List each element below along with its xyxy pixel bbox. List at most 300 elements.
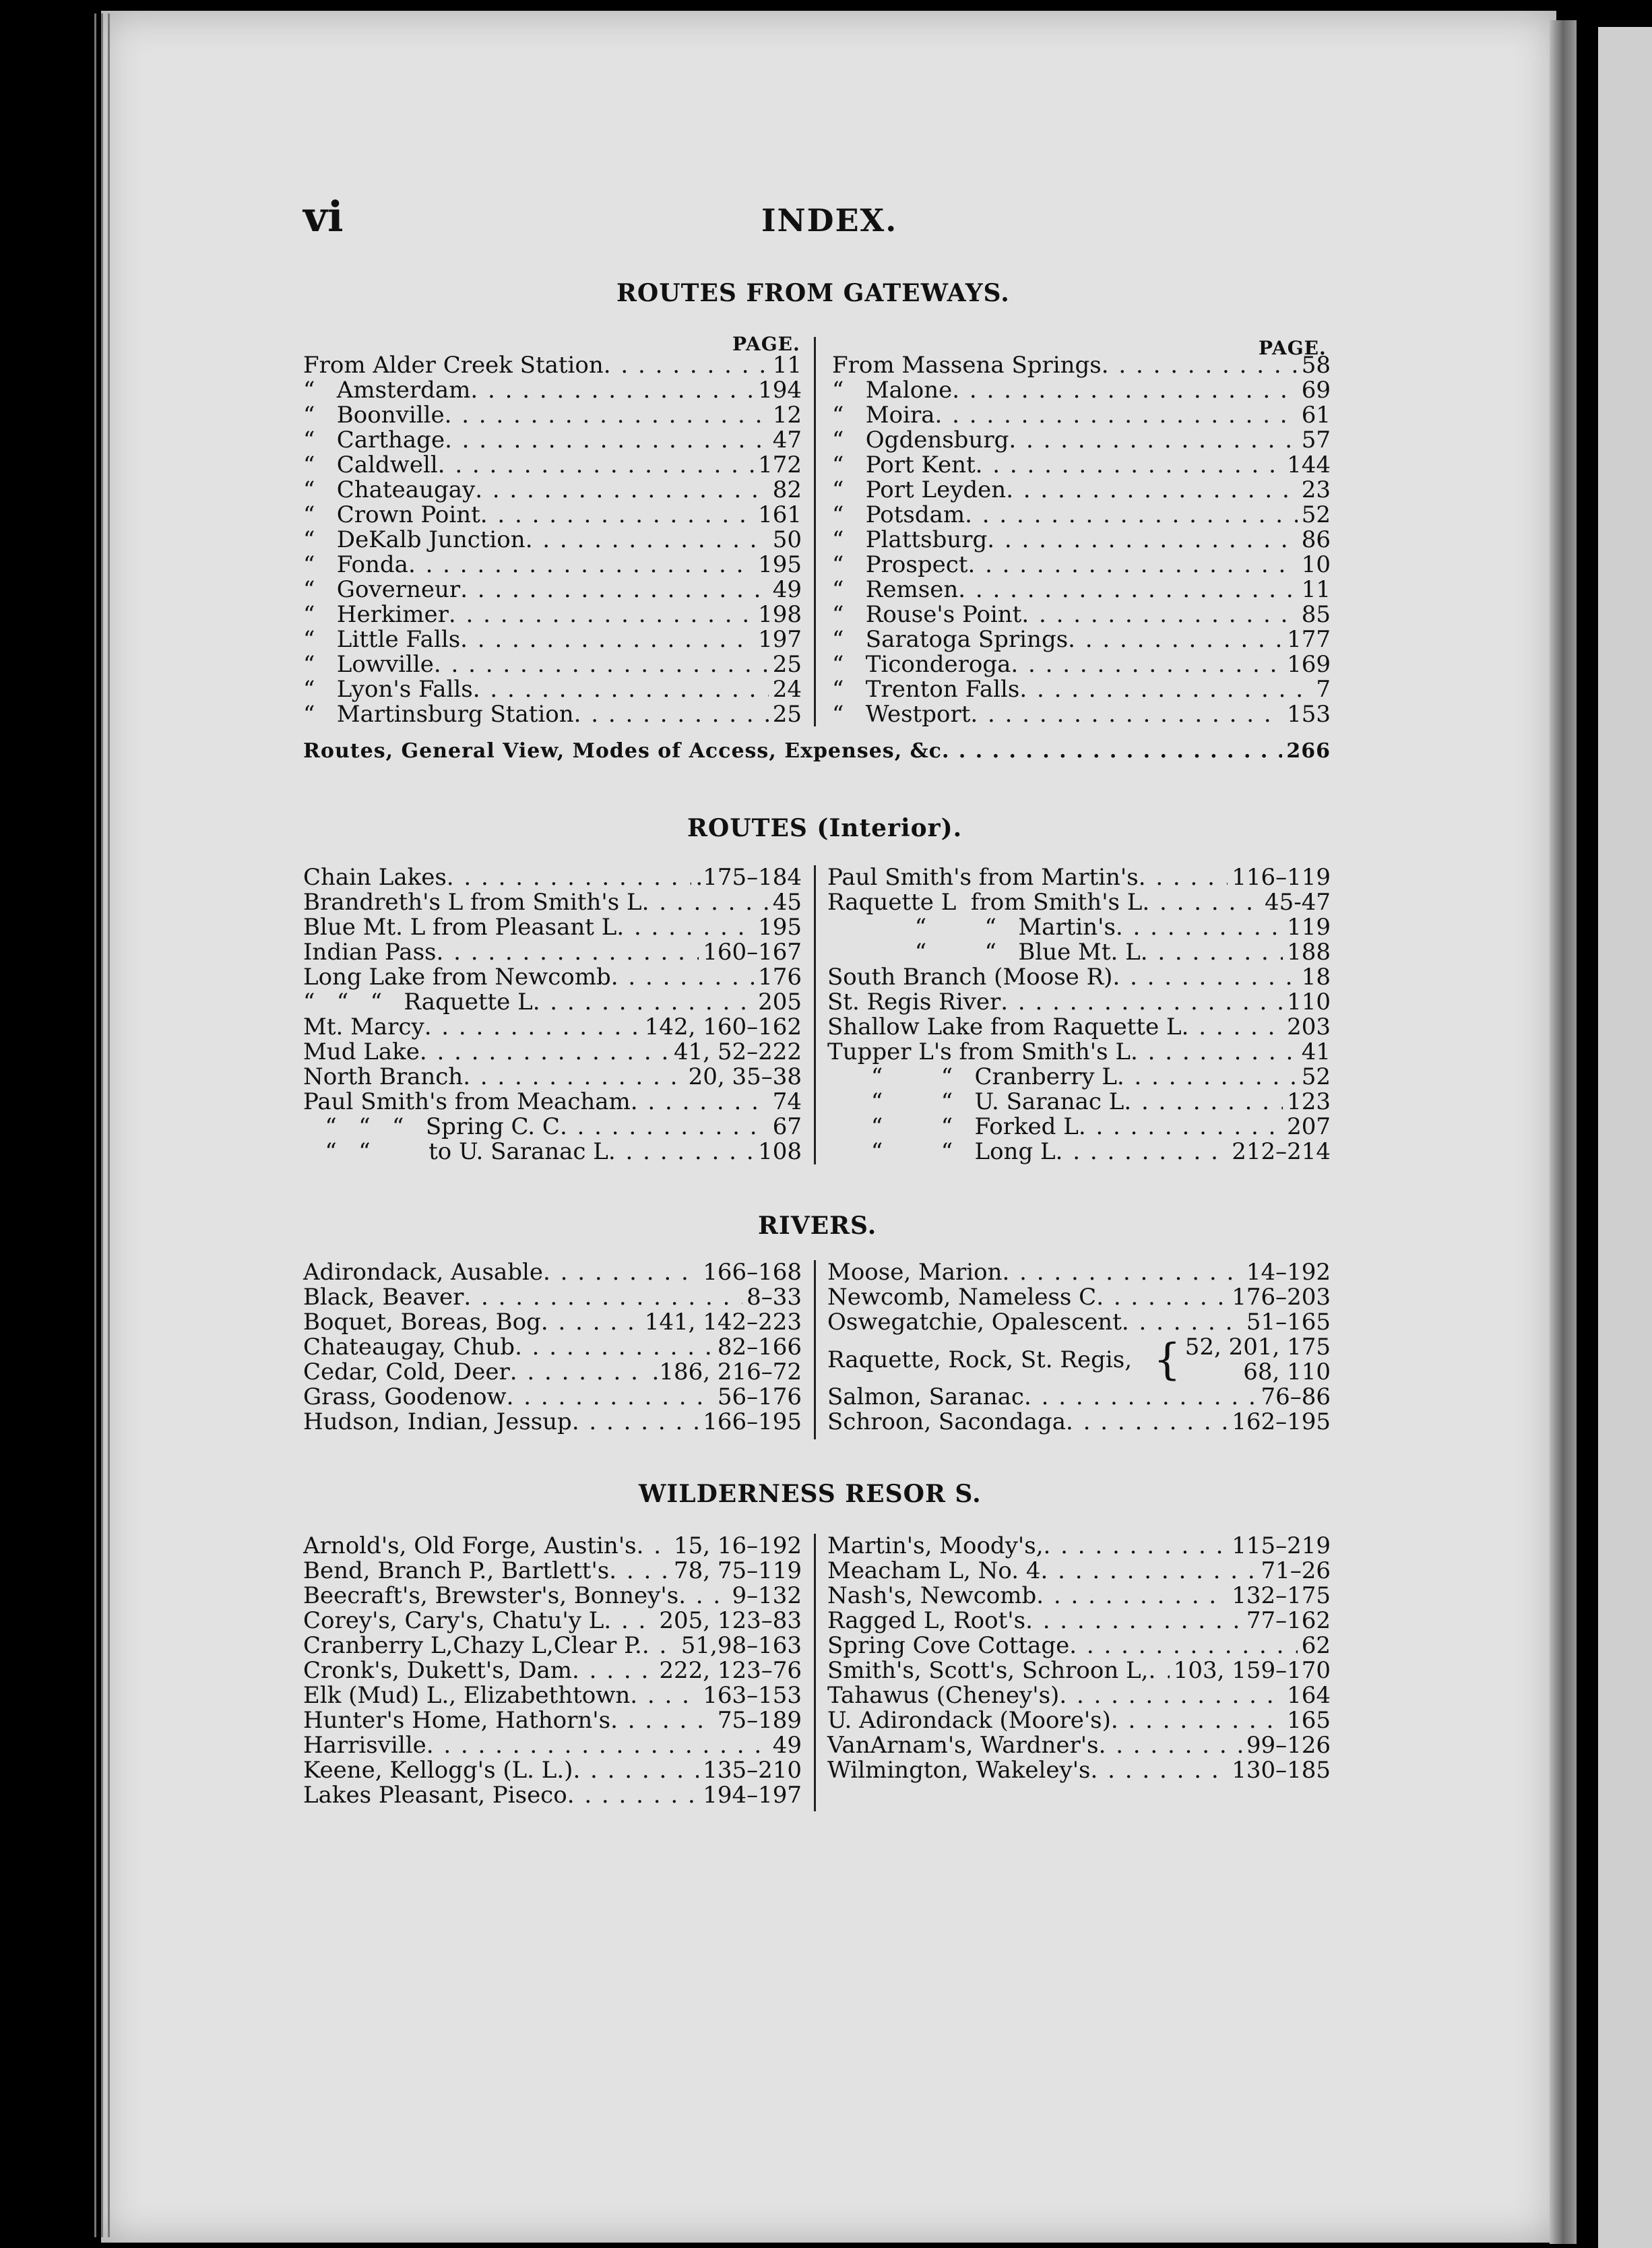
entry-label: Schroon, Sacondaga [827,1408,1066,1435]
entry-page: 25 [772,701,802,728]
entry-page: 195 [758,551,802,578]
entry-label: “ Governeur [303,576,461,603]
entry-label: Corey's, Cary's, Chatu'y L [303,1607,604,1634]
index-entry [827,1285,1331,1310]
index-entry [303,702,802,727]
index-entry [827,1410,1331,1435]
entry-label: Paul Smith's from Meacham [303,1088,631,1115]
dot-leader [1182,1015,1283,1040]
entry-page: 56–176 [717,1383,802,1410]
column-rule [814,865,816,1164]
entry-page: 41 [1301,1038,1331,1065]
entry-label: Keene, Kellogg's (L. L.) [303,1757,573,1784]
entry-page: 161 [758,501,802,528]
entry-page: 130–185 [1232,1757,1331,1784]
entry-label: Ragged L, Root's [827,1607,1026,1634]
index-entry [827,990,1331,1015]
dot-leader [1112,965,1297,990]
dot-leader [608,1139,754,1164]
dot-leader [1066,1410,1228,1435]
index-entry [303,1758,802,1783]
dot-leader [1059,1683,1283,1708]
dot-leader [475,478,769,503]
entry-label: Elk (Mud) L., Elizabethtown [303,1682,631,1709]
dot-leader [463,1065,684,1090]
index-entry [303,1534,802,1559]
routes-summary-entry [303,739,1331,763]
entry-page: 153 [1287,701,1331,728]
entry-label: Bend, Branch P., Bartlett's [303,1557,610,1584]
entry-page: 77–162 [1246,1607,1331,1634]
dot-leader [1044,1534,1228,1559]
index-entry [303,553,802,577]
entry-label: North Branch [303,1063,464,1090]
entry-page: 18 [1301,964,1331,991]
dot-leader [1025,1609,1242,1633]
entry-label: Raquette, Rock, St. Regis, [827,1346,1133,1373]
index-entry [827,1115,1331,1139]
entry-label: South Branch (Moose R) [827,964,1113,991]
column-rule [814,337,816,726]
index-entry [832,677,1331,702]
entry-page: 49 [772,576,802,603]
index-entry [832,478,1331,503]
dot-leader [1041,1559,1257,1584]
entry-label: “ Westport [832,701,971,728]
index-entry [827,1385,1331,1410]
dot-leader [637,1534,670,1559]
entry-page: 24 [772,676,802,703]
dot-leader [1096,1285,1228,1310]
entry-label: Nash's, Newcomb [827,1582,1037,1609]
dot-leader [965,503,1298,528]
index-entry [827,1139,1331,1164]
entry-label: “ Fonda [303,551,408,578]
page-header-left: PAGE. [732,333,800,355]
dot-leader [1021,602,1297,627]
index-entry [303,378,802,403]
entry-page: 212–214 [1232,1138,1331,1165]
page-edge [101,13,103,2237]
entry-page: 194–197 [703,1782,802,1809]
index-entry [303,1733,802,1758]
index-entry [303,503,802,528]
dot-leader [976,453,1283,478]
index-entry [303,940,802,965]
entry-page: 166–168 [703,1259,802,1286]
index-entry [303,453,802,478]
entry-label: St. Regis River [827,989,1001,1016]
dot-leader [942,739,1282,763]
index-entry [303,990,802,1015]
index-entry [832,453,1331,478]
dot-leader [436,940,699,965]
dot-leader [573,1758,699,1783]
index-entry [303,1260,802,1285]
entry-page: 62 [1301,1632,1331,1659]
entry-page: 222, 123–76 [659,1657,802,1684]
entry-label: Adirondack, Ausable [303,1259,544,1286]
dot-leader [526,528,769,553]
dot-leader [460,577,769,602]
entry-page: 177 [1287,626,1331,653]
dot-leader [1009,428,1297,453]
index-entry [303,602,802,627]
entry-page: 23 [1301,476,1331,503]
dot-leader [952,378,1297,403]
index-entry [303,652,802,677]
dot-leader [567,1783,699,1808]
entry-label: Long Lake from Newcomb [303,964,611,991]
entry-label: “ Ticonderoga [832,651,1011,678]
dot-leader [1091,1758,1228,1783]
entry-page: 160–167 [703,939,802,966]
index-entry [827,1090,1331,1115]
entry-label: Boquet, Boreas, Bog [303,1309,541,1336]
entry-page: 82–166 [717,1334,802,1361]
index-entry [832,602,1331,627]
index-entry [832,577,1331,602]
index-entry [832,528,1331,553]
index-entry [303,1783,802,1808]
entry-page: 11 [1301,576,1331,603]
index-entry [832,503,1331,528]
dot-leader [1148,1658,1169,1683]
entry-label: “ “ Long L [827,1138,1056,1165]
section-title-interior: ROUTES (Interior). [687,814,963,842]
entry-label: Salmon, Saranac [827,1383,1024,1410]
index-entry [832,403,1331,428]
index-entry [303,577,802,602]
entry-page: 103, 159–170 [1173,1657,1331,1684]
entry-label: “ Herkimer [303,601,449,628]
entry-page: 50 [772,526,802,553]
dot-leader [1141,940,1283,965]
index-entry [303,865,802,890]
entry-label: “ “ “ Spring C. C [303,1113,560,1140]
index-entry [303,1633,802,1658]
index-entry [832,428,1331,453]
entry-page: 41, 52–222 [673,1038,802,1065]
dot-leader [1079,1115,1283,1139]
dot-leader [1139,865,1228,890]
entry-page: 205, 123–83 [659,1607,802,1634]
dot-leader [611,965,754,990]
entry-page: 69 [1301,377,1331,404]
entry-page: 207 [1287,1113,1331,1140]
dot-leader [604,353,769,378]
index-entry [827,1534,1331,1559]
index-entry [827,1040,1331,1065]
entry-label: “ DeKalb Junction [303,526,526,553]
index-entry [303,1410,802,1435]
entry-label: “ Amsterdam [303,377,471,404]
index-entry [827,1609,1331,1633]
index-entry [827,1708,1331,1733]
entry-page: 52 [1301,1063,1331,1090]
entry-page: 188 [1287,939,1331,966]
dot-leader [572,1658,655,1683]
entry-label: “ Caldwell [303,451,438,478]
entry-label: Blue Mt. L from Pleasant L [303,914,617,941]
dot-leader [630,1683,699,1708]
entry-label: VanArnam's, Wardner's [827,1732,1099,1759]
entry-label: “ Boonville [303,402,445,429]
dot-leader [1036,1584,1228,1609]
entry-page: 99–126 [1246,1732,1331,1759]
entry-label: Indian Pass [303,939,437,966]
dot-leader [1102,353,1298,378]
index-entry [827,1015,1331,1040]
entry-label: Chain Lakes [303,864,447,891]
entry-label: “ “ “ Raquette L [303,989,533,1016]
entry-page: 123 [1287,1088,1331,1115]
entry-label: “ Trenton Falls [832,676,1020,703]
entry-page: .175–184 [695,864,802,891]
facing-page-edge [1598,27,1652,2248]
entry-label: From Alder Creek Station [303,352,604,379]
section-title-gateways: ROUTES FROM GATEWAYS. [616,279,1010,307]
entry-page: 116–119 [1232,864,1331,891]
entry-label: U. Adirondack (Moore's) [827,1707,1111,1734]
index-entry [303,1683,802,1708]
index-entry [303,1335,802,1360]
dot-leader [1117,1065,1298,1090]
index-entry [303,403,802,428]
entry-page: 11 [772,352,802,379]
entry-page: 205 [758,989,802,1016]
dot-leader [1011,652,1283,677]
entry-page: 8–33 [746,1284,802,1311]
entry-page: 49 [772,1732,802,1759]
page-edge [108,13,110,2237]
dot-leader [447,865,692,890]
rivers-left-column [303,1260,802,1435]
entry-label: Arnold's, Old Forge, Austin's [303,1532,637,1559]
section-title-resorts: WILDERNESS RESOR S. [639,1480,982,1508]
dot-leader [1003,1260,1242,1285]
index-entry [303,478,802,503]
entry-page: 15, 16–192 [673,1532,802,1559]
entry-label: “ Rouse's Point [832,601,1022,628]
index-entry [832,553,1331,577]
entry-label: “ “ Forked L [827,1113,1079,1140]
index-entry [827,1733,1331,1758]
dot-leader [1069,1633,1297,1658]
interior-left-column [303,865,802,1164]
entry-page: 45 [772,889,802,916]
entry-page: 141, 142–223 [644,1309,802,1336]
entry-label: Spring Cove Cottage [827,1632,1070,1659]
rivers-right-column [827,1260,1331,1435]
river-entry-raquette [827,1335,1331,1385]
dot-leader [958,577,1298,602]
dot-leader [1111,1708,1283,1733]
index-entry [303,353,802,378]
dot-leader [507,1385,713,1410]
dot-leader [572,1410,699,1435]
index-entry [827,1633,1331,1658]
entry-page: 165 [1287,1707,1331,1734]
index-entry [303,1609,802,1633]
entry-page: 14–192 [1246,1259,1331,1286]
column-rule [814,1260,816,1439]
entry-page: 176 [758,964,802,991]
index-entry [303,1584,802,1609]
dot-leader [408,553,754,577]
dot-leader [1131,1040,1298,1065]
dot-leader [616,915,754,940]
interior-right-column [827,865,1331,1164]
index-entry [303,1285,802,1310]
entry-label: From Massena Springs [832,352,1102,379]
index-entry [303,1090,802,1115]
index-entry [827,1310,1331,1335]
dot-leader [1122,1310,1242,1335]
entry-label: Cedar, Cold, Deer [303,1359,510,1385]
dot-leader [541,1310,641,1335]
dot-leader [460,627,754,652]
index-entry [303,677,802,702]
dot-leader [631,1090,769,1115]
index-entry [827,940,1331,965]
entry-label: Cranberry L,Chazy L,Clear P. [303,1632,642,1659]
entry-page: 51–165 [1246,1309,1331,1336]
page-header-right: PAGE. [1259,337,1327,359]
dot-leader [445,428,769,453]
index-entry [303,528,802,553]
index-entry [303,1360,802,1385]
entry-label: Martin's, Moody's, [827,1532,1044,1559]
entry-page: 162–195 [1232,1408,1331,1435]
index-entry [832,378,1331,403]
index-entry [832,627,1331,652]
dot-leader [574,702,769,727]
gateways-right-column [832,353,1331,727]
entry-page: 10 [1301,551,1331,578]
entry-page: 76–86 [1261,1383,1331,1410]
entry-label: “ “ to U. Saranac L [303,1138,608,1165]
dot-leader [1000,990,1283,1015]
entry-label: “ “ Blue Mt. L [827,939,1141,966]
entry-label: “ Carthage [303,427,445,454]
dot-leader [420,1040,670,1065]
entry-page: 47 [772,427,802,454]
dot-leader [515,1335,713,1360]
index-entry [303,428,802,453]
entry-label: “ Saratoga Springs [832,626,1069,653]
index-entry [303,1139,802,1164]
dot-leader [1099,1733,1242,1758]
entry-label: Brandreth's L from Smith's L [303,889,642,916]
index-entry [303,1310,802,1335]
entry-page: 45-47 [1264,889,1331,916]
column-rule [814,1534,816,1811]
dot-leader [449,602,754,627]
entry-label: Wilmington, Wakeley's [827,1757,1091,1784]
entry-label: “ Lowville [303,651,434,678]
entry-label: “ Moira [832,402,935,429]
entry-page: 52 [1301,501,1331,528]
entry-page: 71–26 [1261,1557,1331,1584]
index-entry [827,890,1331,915]
entry-page: .186, 216–72 [652,1359,802,1385]
entry-page: 142, 160–162 [644,1013,802,1040]
dot-leader [604,1609,655,1633]
index-entry [827,1260,1331,1285]
entry-label: Hunter's Home, Hathorn's [303,1707,611,1734]
index-entry [827,1683,1331,1708]
entry-label: “ Port Kent [832,451,976,478]
index-entry [832,702,1331,727]
entry-page: 163–153 [703,1682,802,1709]
dot-leader [987,528,1297,553]
index-entry [303,1559,802,1584]
dot-leader [678,1584,728,1609]
entry-label: Shallow Lake from Raquette L [827,1013,1182,1040]
index-entry [303,1708,802,1733]
entry-page: 266 [1286,739,1331,763]
entry-page: 25 [772,651,802,678]
dot-leader [1024,1385,1257,1410]
dot-leader [434,652,769,677]
entry-page: 67 [772,1113,802,1140]
index-entry [303,965,802,990]
entry-page: 176–203 [1232,1284,1331,1311]
entry-page: 68, 110 [1243,1359,1331,1385]
entry-page: 164 [1287,1682,1331,1709]
dot-leader [642,890,769,915]
entry-page: 82 [772,476,802,503]
entry-label: Harrisville [303,1732,426,1759]
entry-label: “ Ogdensburg [832,427,1009,454]
entry-page: 172 [758,451,802,478]
entry-page: 194 [758,377,802,404]
entry-page: 86 [1301,526,1331,553]
gateways-left-column [303,353,802,727]
index-entry [303,1015,802,1040]
brace-glyph: { [1153,1335,1181,1385]
dot-leader [967,553,1297,577]
index-entry [832,353,1331,378]
entry-page: 197 [758,626,802,653]
dot-leader [426,1733,769,1758]
entry-label: “ “ Cranberry L [827,1063,1117,1090]
entry-page: 7 [1316,676,1331,703]
resorts-left-column [303,1534,802,1808]
entry-page: 61 [1301,402,1331,429]
entry-label: Newcomb, Nameless C [827,1284,1097,1311]
entry-label: Mt. Marcy [303,1013,424,1040]
index-entry [827,1758,1331,1783]
entry-page: 57 [1301,427,1331,454]
entry-label: “ Chateaugay [303,476,476,503]
entry-label: Cronk's, Dukett's, Dam [303,1657,573,1684]
entry-label: Hudson, Indian, Jessup [303,1408,572,1435]
index-entry [303,1065,802,1090]
dot-leader [1019,677,1312,702]
dot-leader [480,503,754,528]
entry-page: 144 [1287,451,1331,478]
dot-leader [470,378,754,403]
entry-label: “ Crown Point [303,501,480,528]
entry-page: 51,98–163 [680,1632,802,1659]
dot-leader [464,1285,742,1310]
entry-label: Black, Beaver [303,1284,464,1311]
entry-page: 132–175 [1232,1582,1331,1609]
dot-leader [473,677,769,702]
entry-label: “ Remsen [832,576,959,603]
